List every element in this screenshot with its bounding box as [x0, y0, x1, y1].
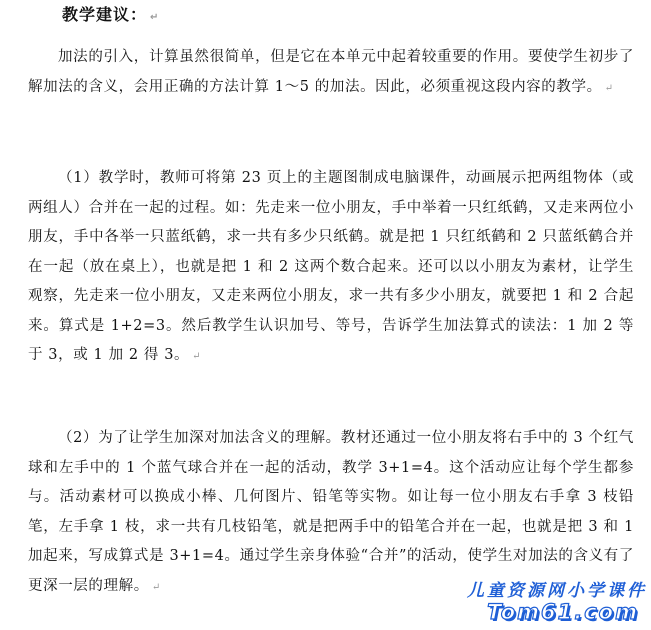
paragraph-mark-icon: ↵ [151, 581, 161, 593]
paragraph-text: （2）为了让学生加深对加法含义的理解。教材还通过一位小朋友将右手中的 3 个红气球和左手中的 1 个蓝气球合并在一起的活动，教学 3+1=4。这个活动应让每个学生都参与。活动素材可以换成小棒、几何图片、铅笔等实物。如让每一位小朋友右手拿 3 枝铅笔，左手拿 1 枝，求一共有几枝铅笔，就是把两手中的铅笔合并在一起，也就是把 3 和 1 加起来，写成算式是 3+1=4。通过学生亲身体验“合并”的活动，使学生对加法的含义有了更深一层的理解。 [28, 430, 634, 594]
paragraph-text: （1）教学时，教师可将第 23 页上的主题图制成电脑课件，动画展示把两组物体（或两组人）合并在一起的过程。如：先走来一位小朋友，手中举着一只红纸鹤，又走来两位小朋友，手中各举一只蓝纸鹤，求一共有多少只纸鹤。就是把 1 只红纸鹤和 2 只蓝纸鹤合并在一起（放在桌上），也就是把 1 和 2 这两个数合起来。还可以以小朋友为素材，让学生观察，先走来一位小朋友，又走来两位小朋友，求一共有多少小朋友，就要把 1 和 2 合起来。算式是 1+2=3。然后教学生认识加号、等号，告诉学生加法算式的读法：1 加 2 等于 3，或 1 加 2 得 3。 [28, 170, 634, 363]
watermark-domain: Tom61.com [487, 600, 639, 624]
paragraph-point-2 [28, 424, 634, 602]
section-heading-text: 教学建议： [62, 5, 148, 24]
paragraph-mark-icon: ↵ [604, 82, 614, 94]
paragraph-intro [28, 43, 634, 103]
paragraph-text: 加法的引入，计算虽然很简单，但是它在本单元中起着较重要的作用。要使学生初步了解加法的含义，会用正确的方法计算 1～5 的加法。因此，必须重视这段内容的教学。 [28, 49, 634, 95]
watermark-site-name: 儿童资源网小学课件 [467, 581, 647, 601]
paragraph-mark-icon: ↵ [192, 351, 202, 362]
paragraph-mark-icon: ↵ [150, 12, 160, 23]
paragraph-point-1 [28, 164, 634, 372]
section-heading [62, 2, 159, 25]
